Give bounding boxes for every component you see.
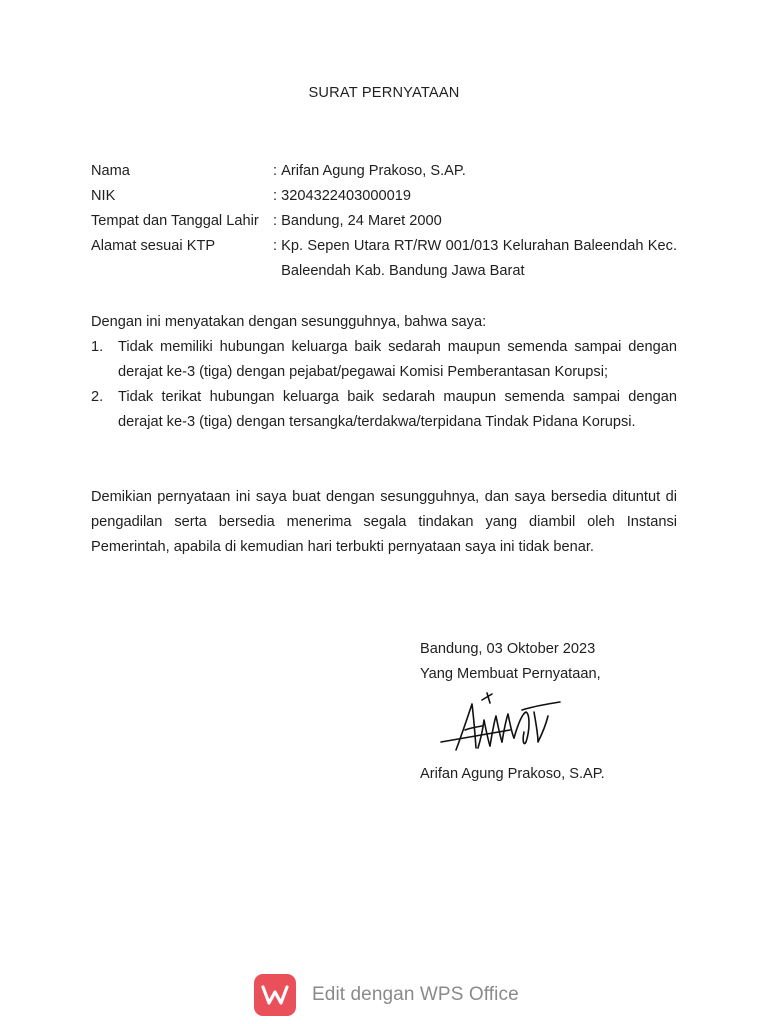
identity-row-birth (91, 209, 677, 234)
list-text: Tidak memiliki hubungan keluarga baik sedarah maupun semenda sampai dengan derajat ke-3 (tiga) dengan pejabat/pegawai Komisi Pemberantasan Korupsi; (118, 339, 677, 380)
identity-label: Alamat sesuai KTP (91, 238, 216, 254)
identity-value: Arifan Agung Prakoso, S.AP. (281, 163, 466, 179)
identity-label: NIK (91, 188, 116, 204)
wps-office-icon (254, 974, 296, 1016)
identity-row-name (91, 159, 677, 184)
identity-label: Tempat dan Tanggal Lahir (91, 213, 259, 229)
list-number: 1. (91, 339, 104, 355)
identity-separator: : (273, 163, 282, 179)
statement-list (91, 335, 677, 435)
identity-value: Kp. Sepen Utara RT/RW 001/013 Kelurahan Baleendah Kec. Baleendah Kab. Bandung Jawa Barat (281, 238, 677, 279)
document-title: SURAT PERNYATAAN (308, 85, 460, 101)
identity-row-address (91, 234, 677, 284)
signer-role: Yang Membuat Pernyataan, (420, 666, 601, 682)
identity-value: Bandung, 24 Maret 2000 (281, 213, 442, 229)
identity-value: 3204322403000019 (281, 188, 411, 204)
list-number: 2. (91, 389, 104, 405)
identity-separator: : (273, 213, 282, 229)
closing-paragraph: Demikian pernyataan ini saya buat dengan sesungguhnya, dan saya bersedia dituntut di pengadilan serta bersedia menerima segala tindakan yang diambil oleh Instansi Pemerintah, apabila di kemudian hari terbukti pernyataan saya ini tidak benar. (91, 489, 677, 555)
signer-name: Arifan Agung Prakoso, S.AP. (420, 766, 605, 782)
list-text: Tidak terikat hubungan keluarga baik sedarah maupun semenda sampai dengan derajat ke-3 (tiga) dengan tersangka/terdakwa/terpidana Tindak Pidana Korupsi. (118, 389, 677, 430)
identity-row-nik (91, 184, 677, 209)
wps-edit-button[interactable] (254, 974, 519, 1016)
signature-block (420, 637, 680, 687)
identity-separator: : (273, 188, 282, 204)
identity-separator: : (273, 238, 282, 254)
list-item (91, 385, 677, 435)
intro-paragraph: Dengan ini menyatakan dengan sesungguhnya, bahwa saya: (91, 314, 487, 330)
identity-section (91, 159, 677, 284)
wps-edit-label: Edit dengan WPS Office (312, 984, 519, 1005)
place-date: Bandung, 03 Oktober 2023 (420, 641, 596, 657)
signature-image (438, 690, 563, 756)
identity-label: Nama (91, 163, 130, 179)
list-item (91, 335, 677, 385)
